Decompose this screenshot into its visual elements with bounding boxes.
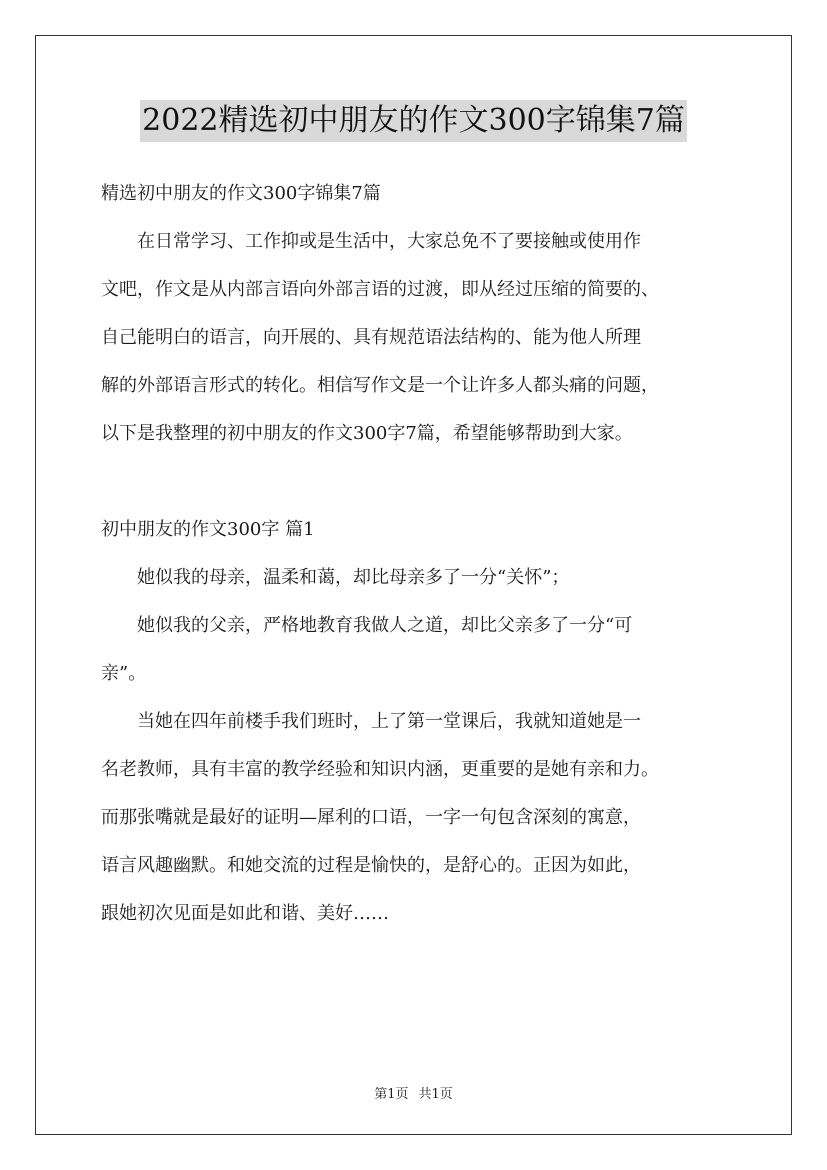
section-line: 跟她初次见面是如此和谐、美好…… — [101, 903, 389, 924]
page-footer — [0, 1083, 827, 1102]
page-total: 共1页 — [418, 1087, 453, 1102]
section-heading: 初中朋友的作文300字 篇1 — [101, 519, 315, 540]
intro-line: 文吧，作文是从内部言语向外部言语的过渡，即从经过压缩的简要的、 — [101, 279, 659, 300]
intro-line: 以下是我整理的初中朋友的作文300字7篇，希望能够帮助到大家。 — [101, 423, 633, 444]
document-title: 2022精选初中朋友的作文300字锦集7篇 — [140, 100, 687, 142]
section-line: 语言风趣幽默。和她交流的过程是愉快的，是舒心的。正因为如此， — [101, 855, 641, 876]
page-number: 第1页 — [374, 1087, 409, 1102]
section-line: 她似我的父亲，严格地教育我做人之道，却比父亲多了一分“可 — [101, 615, 633, 636]
section-line: 而那张嘴就是最好的证明—犀利的口语，一字一句包含深刻的寓意， — [101, 807, 641, 828]
intro-line: 自己能明白的语言，向开展的、具有规范语法结构的、能为他人所理 — [101, 327, 641, 348]
document-body — [101, 170, 751, 938]
title-container — [0, 100, 827, 142]
section-line: 当她在四年前楼手我们班时，上了第一堂课后，我就知道她是一 — [101, 711, 641, 732]
document-subtitle: 精选初中朋友的作文300字锦集7篇 — [101, 183, 381, 204]
paragraph-gap — [101, 458, 751, 506]
intro-line: 在日常学习、工作抑或是生活中，大家总免不了要接触或使用作 — [101, 231, 641, 252]
section-line: 亲”。 — [101, 663, 147, 684]
intro-line: 解的外部语言形式的转化。相信写作文是一个让许多人都头痛的问题， — [101, 375, 659, 396]
section-line: 名老教师，具有丰富的教学经验和知识内涵，更重要的是她有亲和力。 — [101, 759, 659, 780]
section-line: 她似我的母亲，温柔和蔼，却比母亲多了一分“关怀”； — [101, 567, 570, 588]
